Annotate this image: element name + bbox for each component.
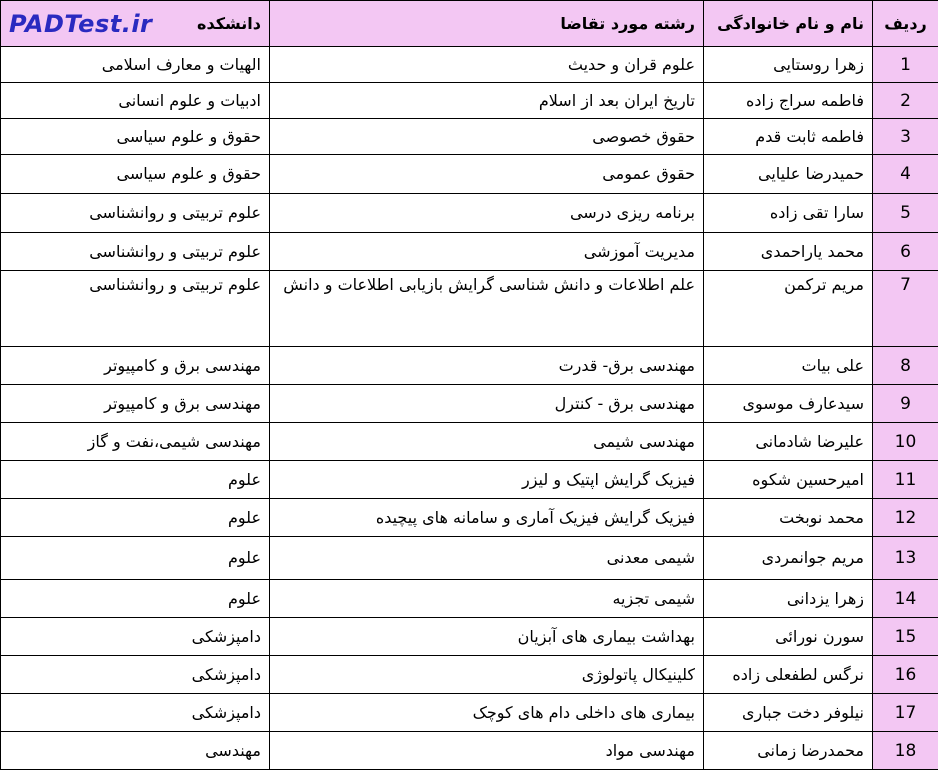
table-body xyxy=(1,47,938,770)
row-number-cell: 16 xyxy=(873,656,938,694)
name-cell: محمد نوبخت xyxy=(704,499,873,537)
field-cell: مهندسی شیمی xyxy=(270,423,704,461)
row-number-cell: 14 xyxy=(873,580,938,618)
table-row xyxy=(1,580,938,618)
faculty-cell: دامپزشکی xyxy=(1,618,270,656)
header-row-no: ردیف xyxy=(873,1,938,47)
name-cell: سورن نورائی xyxy=(704,618,873,656)
table-row xyxy=(1,347,938,385)
field-cell: کلینیکال پاتولوژی xyxy=(270,656,704,694)
field-cell: علم اطلاعات و دانش شناسی گرایش بازیابی اطلاعات و دانش xyxy=(270,271,704,347)
row-number-cell: 11 xyxy=(873,461,938,499)
field-cell: بهداشت بیماری های آبزیان xyxy=(270,618,704,656)
name-cell: زهرا یزدانی xyxy=(704,580,873,618)
name-cell: مریم جوانمردی xyxy=(704,537,873,580)
name-cell: حمیدرضا علیایی xyxy=(704,155,873,194)
row-number-cell: 13 xyxy=(873,537,938,580)
table-row xyxy=(1,618,938,656)
faculty-cell: علوم xyxy=(1,580,270,618)
table-row xyxy=(1,47,938,83)
header-field: رشته مورد تقاضا xyxy=(270,1,704,47)
faculty-cell: مهندسی شیمی،نفت و گاز xyxy=(1,423,270,461)
faculty-cell: الهیات و معارف اسلامی xyxy=(1,47,270,83)
faculty-cell: مهندسی برق و کامپیوتر xyxy=(1,347,270,385)
field-cell: تاریخ ایران بعد از اسلام xyxy=(270,83,704,119)
name-cell: محمدرضا زمانی xyxy=(704,732,873,770)
row-number-cell: 9 xyxy=(873,385,938,423)
field-cell: مدیریت آموزشی xyxy=(270,233,704,271)
faculty-cell: ادبیات و علوم انسانی xyxy=(1,83,270,119)
name-cell: نیلوفر دخت جباری xyxy=(704,694,873,732)
name-cell: علیرضا شادمانی xyxy=(704,423,873,461)
table-row xyxy=(1,499,938,537)
name-cell: سارا تقی زاده xyxy=(704,194,873,233)
row-number-cell: 1 xyxy=(873,47,938,83)
field-cell: مهندسی برق - کنترل xyxy=(270,385,704,423)
table-row xyxy=(1,155,938,194)
name-cell: فاطمه ثابت قدم xyxy=(704,119,873,155)
table-row xyxy=(1,461,938,499)
row-number-cell: 17 xyxy=(873,694,938,732)
field-cell: فیزیک گرایش فیزیک آماری و سامانه های پیچیده xyxy=(270,499,704,537)
field-cell: حقوق خصوصی xyxy=(270,119,704,155)
row-number-cell: 15 xyxy=(873,618,938,656)
table-row xyxy=(1,656,938,694)
table-row xyxy=(1,233,938,271)
name-cell: سیدعارف موسوی xyxy=(704,385,873,423)
table-row xyxy=(1,423,938,461)
name-cell: زهرا روستایی xyxy=(704,47,873,83)
row-number-cell: 4 xyxy=(873,155,938,194)
row-number-cell: 2 xyxy=(873,83,938,119)
row-number-cell: 7 xyxy=(873,271,938,347)
header-name: نام و نام خانوادگی xyxy=(704,1,873,47)
faculty-cell: حقوق و علوم سیاسی xyxy=(1,119,270,155)
name-cell: امیرحسین شکوه xyxy=(704,461,873,499)
faculty-cell: علوم تربیتی و روانشناسی xyxy=(1,194,270,233)
header-faculty xyxy=(1,1,270,47)
name-cell: مریم ترکمن xyxy=(704,271,873,347)
row-number-cell: 5 xyxy=(873,194,938,233)
field-cell: علوم قران و حدیث xyxy=(270,47,704,83)
faculty-cell: دامپزشکی xyxy=(1,656,270,694)
logo-text: PADTest.ir xyxy=(9,14,152,34)
row-number-cell: 6 xyxy=(873,233,938,271)
name-cell: محمد یاراحمدی xyxy=(704,233,873,271)
row-number-cell: 3 xyxy=(873,119,938,155)
field-cell: بیماری های داخلی دام های کوچک xyxy=(270,694,704,732)
field-cell: مهندسی مواد xyxy=(270,732,704,770)
table-row xyxy=(1,694,938,732)
faculty-cell: دامپزشکی xyxy=(1,694,270,732)
faculty-cell: علوم تربیتی و روانشناسی xyxy=(1,271,270,347)
table-row xyxy=(1,194,938,233)
table-row xyxy=(1,83,938,119)
faculty-cell: علوم xyxy=(1,537,270,580)
row-number-cell: 12 xyxy=(873,499,938,537)
field-cell: شیمی تجزیه xyxy=(270,580,704,618)
name-cell: فاطمه سراج زاده xyxy=(704,83,873,119)
faculty-cell: علوم xyxy=(1,499,270,537)
name-cell: نرگس لطفعلی زاده xyxy=(704,656,873,694)
table-row xyxy=(1,119,938,155)
table-row xyxy=(1,271,938,347)
field-cell: حقوق عمومی xyxy=(270,155,704,194)
table-row xyxy=(1,537,938,580)
faculty-cell: علوم xyxy=(1,461,270,499)
field-cell: فیزیک گرایش اپتیک و لیزر xyxy=(270,461,704,499)
faculty-cell: حقوق و علوم سیاسی xyxy=(1,155,270,194)
row-number-cell: 18 xyxy=(873,732,938,770)
faculty-cell: مهندسی برق و کامپیوتر xyxy=(1,385,270,423)
row-number-cell: 10 xyxy=(873,423,938,461)
row-number-cell: 8 xyxy=(873,347,938,385)
table-header-row xyxy=(1,1,938,47)
padtest-logo xyxy=(9,14,152,34)
faculty-cell: علوم تربیتی و روانشناسی xyxy=(1,233,270,271)
field-cell: برنامه ریزی درسی xyxy=(270,194,704,233)
table-row xyxy=(1,385,938,423)
name-cell: علی بیات xyxy=(704,347,873,385)
faculty-cell: مهندسی xyxy=(1,732,270,770)
header-faculty-label: دانشکده xyxy=(197,14,261,34)
field-cell: شیمی معدنی xyxy=(270,537,704,580)
field-cell: مهندسی برق- قدرت xyxy=(270,347,704,385)
